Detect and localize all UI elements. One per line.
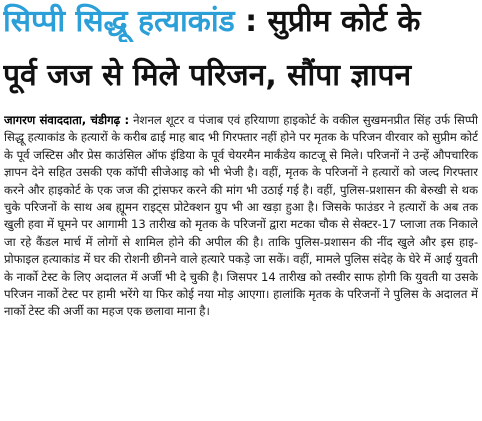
headline-line-2: पूर्व जज से मिले परिजन, सौंपा ज्ञापन: [3, 58, 412, 93]
headline-line-1: [3, 2, 479, 42]
byline: जागरण संवाददाता, चंडीगढ़ :: [4, 113, 130, 127]
headline-line-1-rest: : सुप्रीम कोर्ट के: [234, 4, 421, 39]
headline-case-name: सिप्पी सिद्धू हत्याकांड: [3, 4, 235, 39]
article-body-text: नेशनल शूटर व पंजाब एवं हरियाणा हाइकोर्ट के वकील सुखमनप्रीत सिंह उर्फ सिप्पी सिद्धू हत्याकांड के हत्यारों के करीब ढाई माह बाद भी गिरफ्तार नहीं होने पर मृतक के परिजन वीरवार को सुप्रीम कोर्ट के पूर्व जस्टिस और प्रेस काउंसिल ऑफ इंडिया के पूर्व चेयरमैन मार्कंडेय काटजू से मिले। परिजनों ने उन्हें औपचारिक ज्ञापन देने सहित उसकी एक कॉपी सीजेआइ को भी भेजी है। वहीं, मृतक के परिजनों ने हत्यारों को जल्द गिरफ्तार करने और हाइकोर्ट के एक जज की ट्रांसफर करने की मांग भी उठाई गई है। वहीं, पुलिस-प्रशासन की बेरुखी से थक चुके परिजनों के साथ अब ह्यूमन राइट्स प्रोटेक्शन ग्रुप भी आ खड़ा हुआ है। जिसके फाउंडर ने हत्यारों के अब तक खुली हवा में घूमने पर आगामी 13 तारीख को मृतक के परिजनों द्वारा मटका चौक से सेक्टर-17 प्लाजा तक निकाले जा रहे कैंडल मार्च में लोगों से शामिल होने की अपील की है। ताकि पुलिस-प्रशासन की नींद खुले और इस हाइ-प्रोफाइल हत्याकांड में घर की रोशनी छीनने वाले हत्यारे पकड़े जा सकें। वहीं, मामले पुलिस संदेह के घेरे में आई युवती के नार्को टेस्ट के लिए अदालत में अर्जी भी दे चुकी है। जिसपर 14 तारीख को तस्वीर साफ होगी कि युवती या उसके परिजन नार्को टेस्ट पर हामी भरेंगे या फिर कोई नया मोड़ आएगा। हालांकि मृतक के परिजनों ने पुलिस के अदालत में नार्को टेस्ट की अर्जी का महज एक छलावा माना है।: [4, 113, 478, 319]
article-body: [4, 112, 478, 417]
